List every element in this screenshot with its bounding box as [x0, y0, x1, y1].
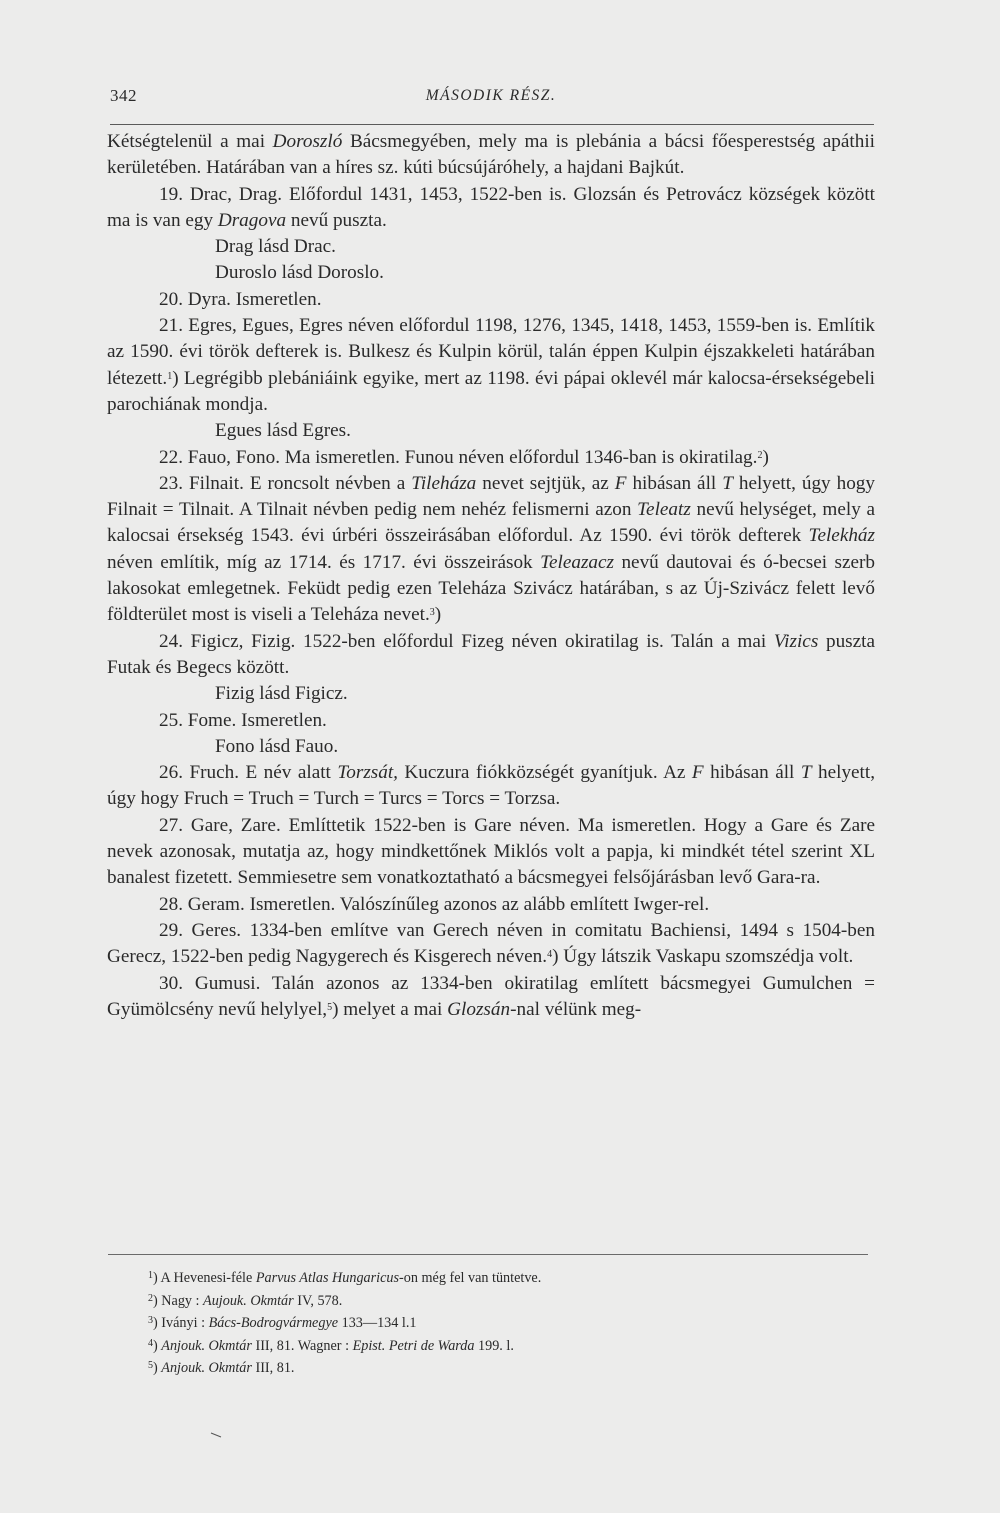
text-run: nevet sejtjük, az: [476, 472, 615, 494]
italic-text: Vizics: [773, 630, 819, 652]
body-text: [107, 129, 875, 1023]
footnote: [148, 1289, 768, 1312]
text-run: Bácsmegyében, mely ma is plebánia a bácsi főesperestség apáthii kerületében. Határában van a híres sz. kúti búcsújáróhely, a hajdani Bajkút.: [107, 131, 875, 179]
cross-reference: [107, 418, 875, 444]
italic-text: Doroszló: [272, 131, 343, 152]
text-run: Egues lásd Egres.: [215, 420, 351, 442]
footnote-mark: 3: [148, 1315, 153, 1327]
entry-paragraph: [107, 813, 875, 892]
stray-ink-mark: [210, 1432, 222, 1438]
entry-paragraph: [107, 182, 875, 235]
entry-paragraph: [107, 892, 875, 918]
footnote: [148, 1356, 768, 1379]
text-run: 27. Gare, Zare. Említtetik 1522-ben is Gare néven. Ma ismeretlen. Hogy a Gare és Zare nevek azonosak, mutatja az, hogy mindkettőnek Miklós volt a papja, ki mindkét tétel szerint XL banalest fizetett. Semmiesetre sem vonatkoztatható a bácsmegyei felsőjárásban levő Gara-ra.: [107, 814, 875, 889]
text-run: hibásan áll: [703, 762, 801, 784]
entry-paragraph: [107, 971, 875, 1024]
italic-text: F: [691, 762, 704, 784]
text-run: ): [434, 604, 442, 626]
text-run: Kuczura fiókközségét gyanítjuk. Az: [397, 762, 692, 784]
footnote: [148, 1334, 768, 1357]
running-head: MÁSODIK RÉSZ.: [425, 87, 557, 104]
text-run: 26. Fruch. E név alatt: [159, 762, 338, 784]
text-run: nevű puszta.: [286, 209, 387, 231]
italic-text: Anjouk. Okmtár: [161, 1337, 252, 1354]
text-run: 28. Geram. Ismeretlen. Valószínűleg azonos az alább említett Iwger-rel.: [159, 893, 710, 915]
text-run: 25. Fome. Ismeretlen.: [159, 709, 327, 731]
footnote-mark: 4: [148, 1337, 153, 1349]
italic-text: Torzsát,: [337, 762, 398, 784]
text-run: 29. Geres. 1334-ben említve van Gerech néven in comitatu Bachiensi, 1494 s 1504-ben Gerecz, 1522-ben pedig Nagygerech és Kisgerech néven.: [107, 919, 875, 968]
italic-text: Glozsán-: [447, 998, 517, 1020]
text-run: III, 81. Wagner :: [251, 1337, 353, 1354]
text-run: Fono lásd Fauo.: [215, 735, 339, 757]
text-run: nal vélünk meg-: [516, 998, 642, 1020]
footnote-reference: 2: [757, 449, 763, 461]
entry-paragraph: [107, 313, 875, 418]
footnote-reference: 4: [547, 949, 553, 961]
text-run: ): [153, 1360, 162, 1377]
entry-paragraph: [107, 760, 875, 813]
cross-reference: [107, 681, 875, 707]
text-run: hibásan áll: [626, 472, 723, 494]
entry-paragraph: [107, 708, 875, 734]
text-run: Kétségtelenül a mai: [107, 131, 273, 152]
italic-text: T: [722, 472, 733, 494]
cross-reference: [107, 260, 875, 286]
text-run: ): [762, 446, 769, 468]
text-run: puszta Futak és Begecs között.: [107, 630, 876, 678]
footnote-reference: 5: [327, 1001, 333, 1013]
text-run: 23. Filnait. E roncsolt névben a: [159, 472, 412, 494]
footnote-mark: 1: [148, 1270, 153, 1281]
entry-paragraph: [107, 471, 875, 629]
text-run: 19. Drac, Drag. Előfordul 1431, 1453, 1522-ben is. Glozsán és Petrovácz községek között ma is van egy: [107, 183, 875, 231]
entry-paragraph: [107, 287, 875, 313]
text-run: Drag lásd Drac.: [215, 236, 336, 258]
header-rule: [110, 124, 874, 125]
italic-text: Tileháza: [411, 472, 477, 494]
footnote-mark: 5: [148, 1360, 153, 1372]
footnote-mark: 2: [148, 1292, 153, 1304]
text-run: 21. Egres, Egues, Egres néven előfordul 1198, 1276, 1345, 1418, 1453, 1559-ben is. Említik az 1590. évi török defterek is. Bulkesz és Kulpin körül, talán éppen Kulpin éjszakkeleti határában létezett.: [107, 315, 875, 389]
italic-text: Anjouk. Okmtár: [161, 1360, 252, 1377]
page-header: [110, 86, 872, 112]
footnote-reference: 1: [167, 370, 173, 382]
paragraph: [107, 129, 875, 182]
italic-text: Teleatz: [637, 499, 691, 521]
italic-text: Parvus Atlas Hungaricus: [255, 1270, 400, 1286]
footnote: [148, 1266, 768, 1289]
text-run: 20. Dyra. Ismeretlen.: [159, 288, 322, 310]
italic-text: Aujouk. Okmtár: [203, 1292, 294, 1309]
text-run: nevű dautovai és ó-becsei szerb lakosokat emlegetnek. Feküdt pedig ezen Teleháza Szivácz határában, s az Új-Szivácz felett levő földterület most is viseli a Teleháza nevet.: [107, 551, 875, 626]
entry-paragraph: [107, 445, 875, 471]
italic-text: Epist. Petri de Warda: [352, 1337, 475, 1354]
footnote: [148, 1311, 768, 1334]
italic-text: Dragova: [217, 209, 287, 231]
cross-reference: [107, 734, 875, 760]
text-run: néven említik, míg az 1714. és 1717. évi összeirások: [107, 551, 541, 573]
italic-text: F: [614, 472, 627, 494]
text-run: 22. Fauo, Fono. Ma ismeretlen. Funou néven előfordul 1346-ban is okiratilag.: [159, 446, 758, 468]
footnote-separator: [108, 1254, 868, 1255]
text-run: ) Legrégibb plebániáink egyike, mert az 1198. évi pápai oklevél már kalocsa-érsekségebeli parochiának mondja.: [107, 367, 875, 415]
page-number: 342: [110, 86, 137, 105]
text-run: ) Nagy :: [153, 1292, 204, 1309]
footnotes: [148, 1266, 768, 1379]
text-run: nevű helységet, mely a kalocsai érsekség 1543. évi úrbéri összeirásában előfordul. Az 1590. évi török defterek: [107, 499, 876, 547]
text-run: helyett, úgy hogy Fruch = Truch = Turch = Turcs = Torcs = Torzsa.: [107, 762, 876, 810]
text-run: ) A Hevenesi-féle: [153, 1270, 256, 1286]
entry-paragraph: [107, 629, 875, 682]
text-run: 199. l.: [474, 1337, 514, 1354]
italic-text: Teleazacz: [540, 551, 615, 573]
text-run: IV, 578.: [293, 1292, 343, 1309]
text-run: ) Úgy látszik Vaskapu szomszédja volt.: [552, 946, 854, 968]
text-run: helyett, úgy hogy Filnait = Tilnait. A Tilnait névben pedig nem nehéz felismerni azon: [107, 472, 875, 521]
footnote-reference: 3: [429, 607, 435, 619]
text-run: ) Iványi :: [153, 1315, 209, 1332]
text-run: Duroslo lásd Doroslo.: [215, 262, 384, 284]
text-run: III, 81.: [251, 1360, 295, 1377]
text-run: Fizig lásd Figicz.: [215, 683, 348, 705]
entry-paragraph: [107, 918, 875, 971]
text-run: ): [153, 1337, 162, 1354]
text-run: -on még fel van tüntetve.: [399, 1270, 542, 1286]
text-run: ) melyet a mai: [332, 998, 448, 1020]
text-run: 24. Figicz, Fizig. 1522-ben előfordul Fizeg néven okiratilag is. Talán a mai: [159, 630, 774, 652]
text-run: 133—134 l.1: [338, 1315, 417, 1332]
italic-text: Telekház: [808, 525, 875, 547]
text-run: 30. Gumusi. Talán azonos az 1334-ben okiratilag említett bácsmegyei Gumulchen = Gyümölcsény nevű helylyel,: [107, 972, 875, 1020]
italic-text: Bács-Bodrogvármegye: [208, 1315, 339, 1332]
cross-reference: [107, 234, 875, 260]
italic-text: T: [800, 762, 812, 784]
